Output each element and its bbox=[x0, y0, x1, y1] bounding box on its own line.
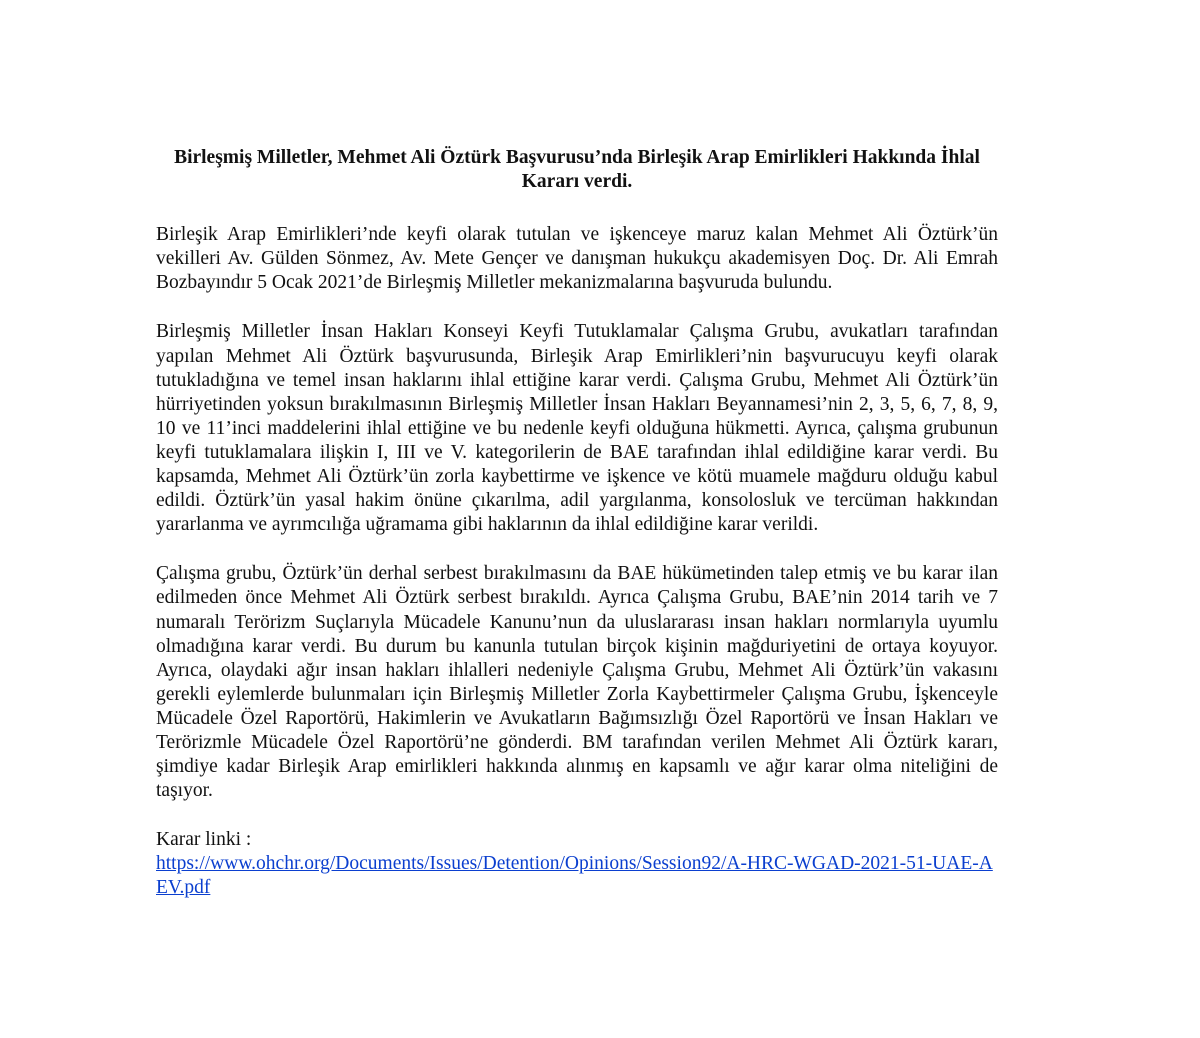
paragraph-release: Çalışma grubu, Öztürk’ün derhal serbest bırakılmasını da BAE hükümetinden talep etmiş ve bu karar ilan edilmeden önce Mehmet Ali Öztürk serbest bırakıldı. Ayrıca Çalışma Grubu, BAE’nin 2014 tarih ve 7 numaralı Terörizm Suçlarıyla Mücadele Kanunu’nun da uluslararası insan hakları normlarıyla uyumlu olmadığına karar verdi. Bu durum bu kanunla tutulan birçok kişinin mağduriyetini de ortaya koyuyor. Ayrıca, olaydaki ağır insan hakları ihlalleri nedeniyle Çalışma Grubu, Mehmet Ali Öztürk’ün vakasını gerekli eylemlerde bulunmaları için Birleşmiş Milletler Zorla Kaybettirmeler Çalışma Grubu, İşkenceyle Mücadele Özel Raportörü, Hakimlerin ve Avukatların Bağımsızlığı Özel Raportörü ve İnsan Hakları ve Terörizmle Mücadele Özel Raportörü’ne gönderdi. BM tarafından verilen Mehmet Ali Öztürk kararı, şimdiye kadar Birleşik Arap emirlikleri hakkında alınmış en kapsamlı ve ağır karar olma niteliğini de taşıyor. bbox=[156, 563, 998, 802]
document-page bbox=[156, 146, 998, 901]
paragraph-application: Birleşik Arap Emirlikleri’nde keyfi olarak tutulan ve işkenceye maruz kalan Mehmet Ali Öztürk’ün vekilleri Av. Gülden Sönmez, Av. Mete Gençer ve danışman hukukçu akademisyen Doç. Dr. Ali Emrah Bozbayındır 5 Ocak 2021’de Birleşmiş Milletler mekanizmalarına başvuruda bulundu. bbox=[156, 224, 998, 294]
document-title: Birleşmiş Milletler, Mehmet Ali Öztürk Başvurusu’nda Birleşik Arap Emirlikleri Hakkında İhlal Kararı verdi. bbox=[174, 147, 980, 193]
decision-link-block bbox=[156, 828, 998, 900]
decision-link[interactable]: https://www.ohchr.org/Documents/Issues/Detention/Opinions/Session92/A-HRC-WGAD-2021-51-UAE-AEV.pdf bbox=[156, 853, 993, 899]
paragraph-decision: Birleşmiş Milletler İnsan Hakları Konseyi Keyfi Tutuklamalar Çalışma Grubu, avukatları tarafından yapılan Mehmet Ali Öztürk başvurusunda, Birleşik Arap Emirlikleri’nin başvurucuyu keyfi olarak tutukladığına ve temel insan haklarını ihlal ettiğine karar verdi. Çalışma Grubu, Mehmet Ali Öztürk’ün hürriyetinden yoksun bırakılmasının Birleşmiş Milletler İnsan Hakları Beyannamesi’nin 2, 3, 5, 6, 7, 8, 9, 10 ve 11’inci maddelerini ihlal ettiğine ve bu nedenle keyfi olduğuna hükmetti. Ayrıca, çalışma grubunun keyfi tutuklamalara ilişkin I, III ve V. kategorilerin de BAE tarafından ihlal edildiğine karar verdi. Bu kapsamda, Mehmet Ali Öztürk’ün zorla kaybettirme ve işkence ve kötü muamele mağduru olduğu kabul edildi. Öztürk’ün yasal hakim önüne çıkarılma, adil yargılanma, konsolosluk ve tercüman hakkından yararlanma ve ayrımcılığa uğramama gibi haklarının da ihlal edildiğine karar verildi. bbox=[156, 321, 998, 536]
decision-link-label: Karar linki : bbox=[156, 829, 252, 851]
